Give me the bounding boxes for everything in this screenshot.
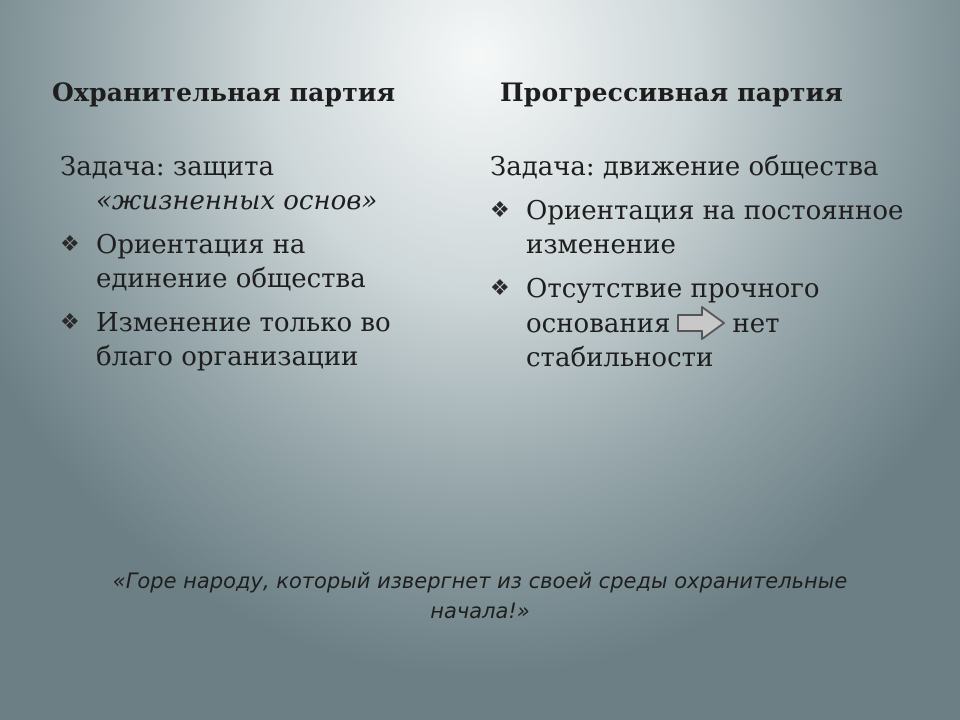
left-column	[60, 150, 440, 374]
right-arrow-icon	[676, 306, 726, 340]
diamond-bullet-icon: ❖	[490, 276, 510, 301]
left-task-label: Задача: защита	[60, 152, 274, 182]
right-bullet-1	[490, 194, 930, 262]
diamond-bullet-icon: ❖	[490, 198, 510, 223]
left-bullet-1-text: Ориентация на единение общества	[96, 230, 366, 294]
right-column-title: Прогрессивная партия	[500, 78, 843, 107]
right-task	[490, 150, 930, 184]
right-task-label: Задача: движение общества	[490, 152, 879, 182]
quote: «Горе народу, который извергнет из своей среды охранительные начала!»	[112, 569, 848, 623]
right-column	[490, 150, 930, 375]
diamond-bullet-icon: ❖	[60, 310, 80, 335]
right-bullet-2	[490, 272, 930, 375]
right-bullet-2-text-b: нет стабильности	[526, 309, 780, 373]
right-bullet-2-text-a: Отсутствие прочного основания	[526, 274, 820, 339]
left-column-title: Охранительная партия	[52, 78, 396, 107]
left-bullet-1	[60, 228, 440, 296]
left-task-continuation: «жизненных основ»	[96, 186, 378, 216]
right-bullet-1-text: Ориентация на постоянное изменение	[526, 196, 904, 260]
left-bullet-2-text: Изменение только во благо организации	[96, 308, 391, 372]
left-task	[60, 150, 440, 184]
diamond-bullet-icon: ❖	[60, 232, 80, 257]
left-bullet-2	[60, 306, 440, 374]
